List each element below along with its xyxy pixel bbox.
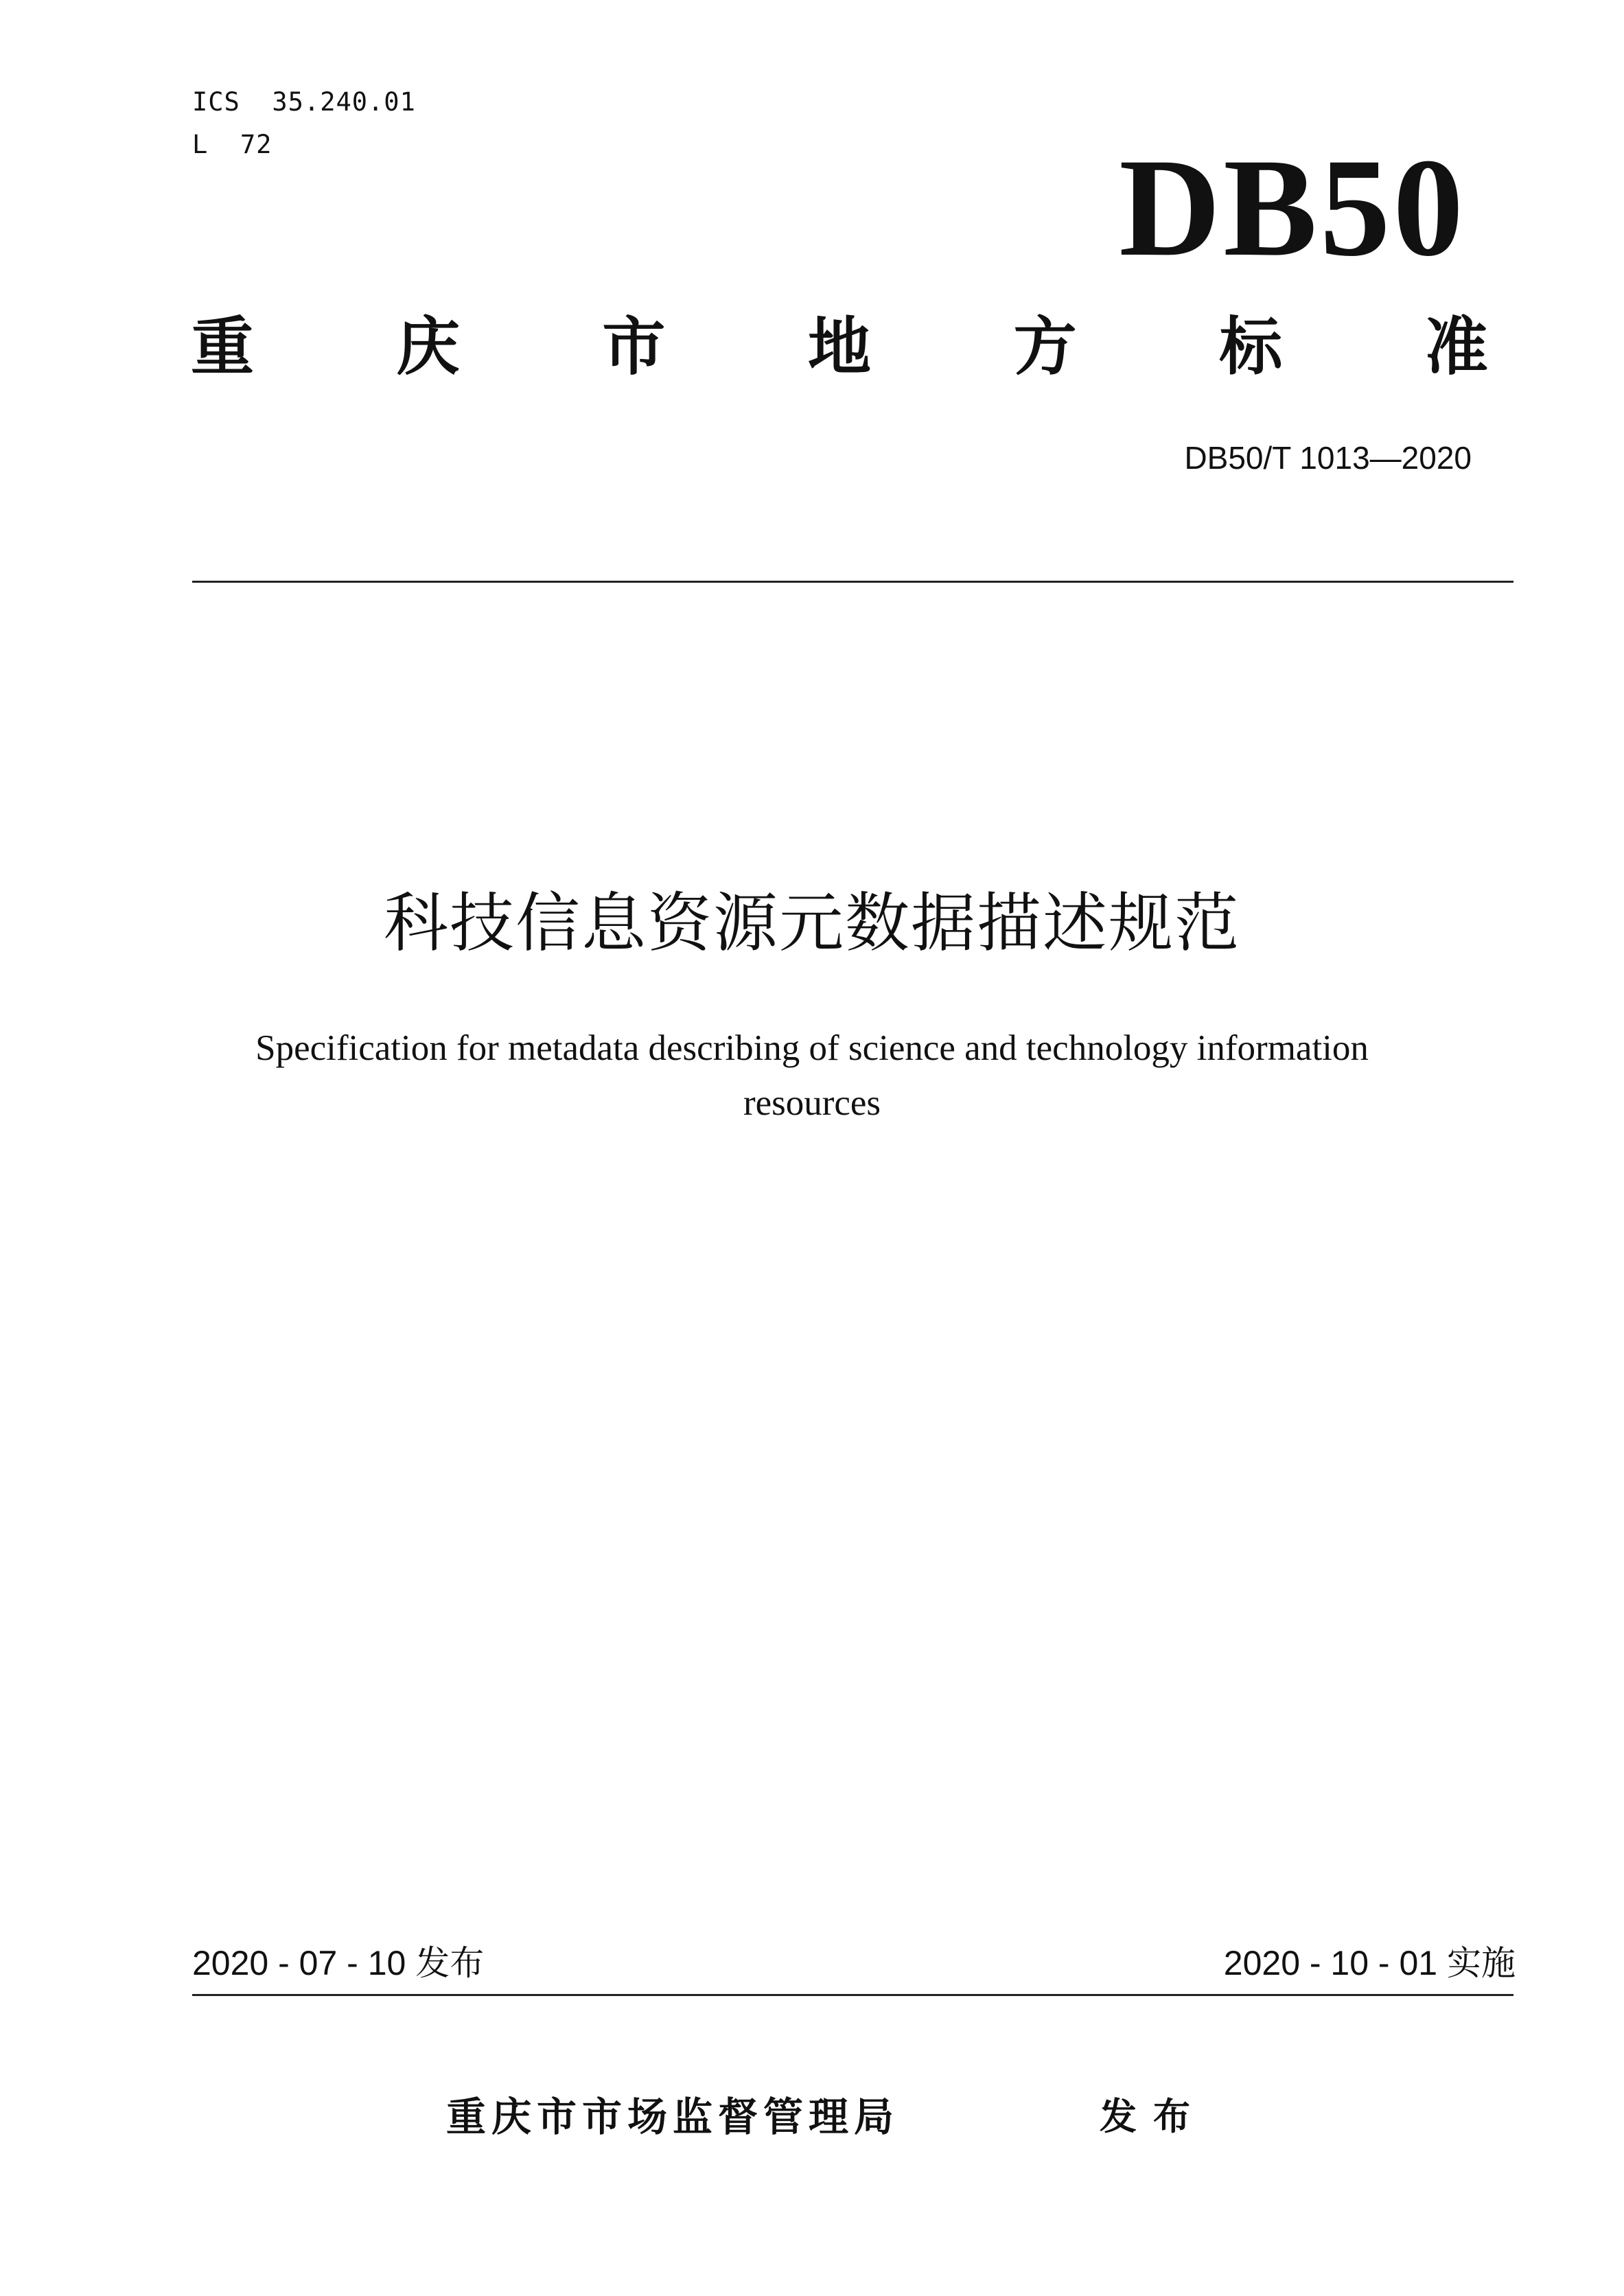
standard-type-char: 标 bbox=[1219, 310, 1283, 384]
document-title-english bbox=[178, 1021, 1446, 1130]
standard-type-char: 重 bbox=[191, 310, 255, 384]
standard-prefix-mark: DB50 bbox=[1119, 130, 1466, 286]
bottom-divider bbox=[192, 1994, 1513, 1996]
english-title-line-2: resources bbox=[743, 1083, 881, 1123]
implementation-date: 2020 - 10 - 01 实施 bbox=[1223, 1944, 1516, 1982]
top-divider bbox=[192, 581, 1513, 583]
standard-type-char: 市 bbox=[602, 310, 666, 384]
classification-codes bbox=[192, 81, 416, 166]
standard-type-char: 准 bbox=[1424, 310, 1488, 384]
publish-label: 发布 bbox=[1100, 2095, 1207, 2138]
ccs-code: L 72 bbox=[192, 130, 272, 159]
issue-date: 2020 - 07 - 10 发布 bbox=[192, 1944, 485, 1982]
ics-code: ICS 35.240.01 bbox=[192, 87, 416, 117]
issuing-authority: 重庆市市场监督管理局 bbox=[446, 2094, 900, 2140]
standard-number: DB50/T 1013—2020 bbox=[1184, 440, 1472, 476]
standard-type-title bbox=[191, 312, 1488, 382]
standard-type-char: 方 bbox=[1013, 310, 1077, 384]
standard-type-char: 庆 bbox=[396, 310, 460, 384]
document-title-chinese: 科技信息资源元数据描述规范 bbox=[383, 886, 1240, 961]
standard-type-char: 地 bbox=[807, 310, 871, 384]
english-title-line-1: Specification for metadata describing of science and technology information bbox=[255, 1028, 1369, 1068]
